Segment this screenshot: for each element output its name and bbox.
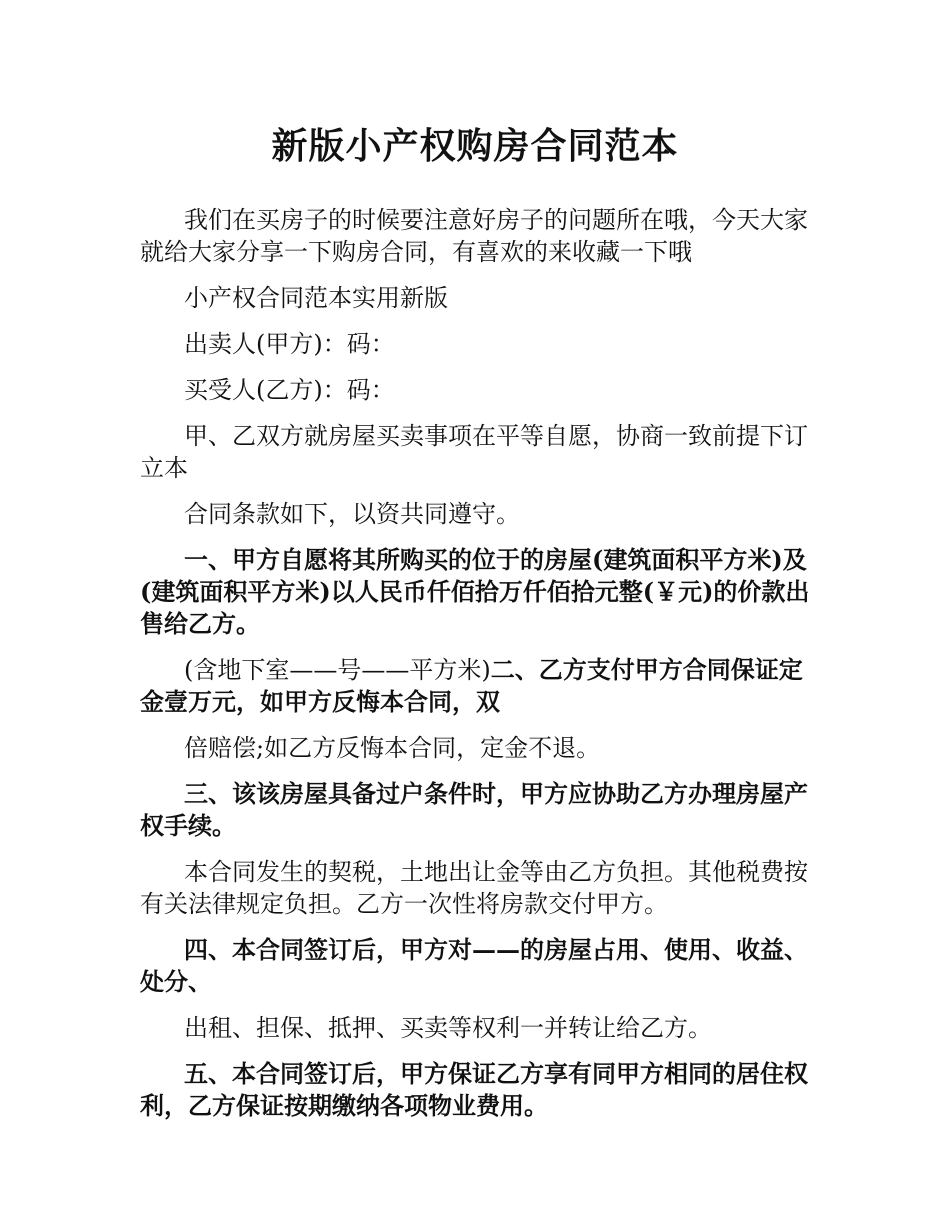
document-body [140,204,820,1136]
clause-2 [140,654,820,718]
agreement-paragraph-cont: 合同条款如下，以资共同遵守。 [184,500,520,528]
tax-paragraph: 本合同发生的契税，土地出让金等由乙方负担。其他税费按有关法律规定负担。乙方一次性将房款交付甲方。 [140,858,808,918]
clause-4-cont: 出租、担保、抵押、买卖等权利一并转让给乙方。 [184,1014,712,1042]
intro-paragraph: 我们在买房子的时候要注意好房子的问题所在哦，今天大家就给大家分享一下购房合同，有喜欢的来收藏一下哦 [140,206,808,266]
clause-2-cont: 倍赔偿;如乙方反悔本合同，定金不退。 [184,734,601,762]
clause-3: 三、该该房屋具备过户条件时，甲方应协助乙方办理房屋产权手续。 [140,779,808,840]
subtitle-paragraph: 小产权合同范本实用新版 [184,284,448,312]
document-title: 新版小产权购房合同范本 [271,126,679,167]
buyer-line: 买受人(乙方)：码： [184,376,395,404]
clause-2-prefix: (含地下室——号——平方米) [184,656,491,684]
clause-5: 五、本合同签订后，甲方保证乙方享有同甲方相同的居住权利，乙方保证按期缴纳各项物业费用。 [140,1059,808,1120]
agreement-paragraph: 甲、乙双方就房屋买卖事项在平等自愿，协商一致前提下订立本 [140,422,808,482]
clause-4: 四、本合同签订后，甲方对——的房屋占用、使用、收益、处分、 [140,935,808,996]
clause-2-bold: 二、乙方支付甲方合同保证定金壹万元，如甲方反悔本合同，双 [140,655,803,716]
clause-1: 一、甲方自愿将其所购买的位于的房屋(建筑面积平方米)及(建筑面积平方米)以人民币仟佰拾万仟佰拾元整(￥元)的价款出售给乙方。 [140,545,810,638]
seller-line: 出卖人(甲方)：码： [184,330,395,358]
